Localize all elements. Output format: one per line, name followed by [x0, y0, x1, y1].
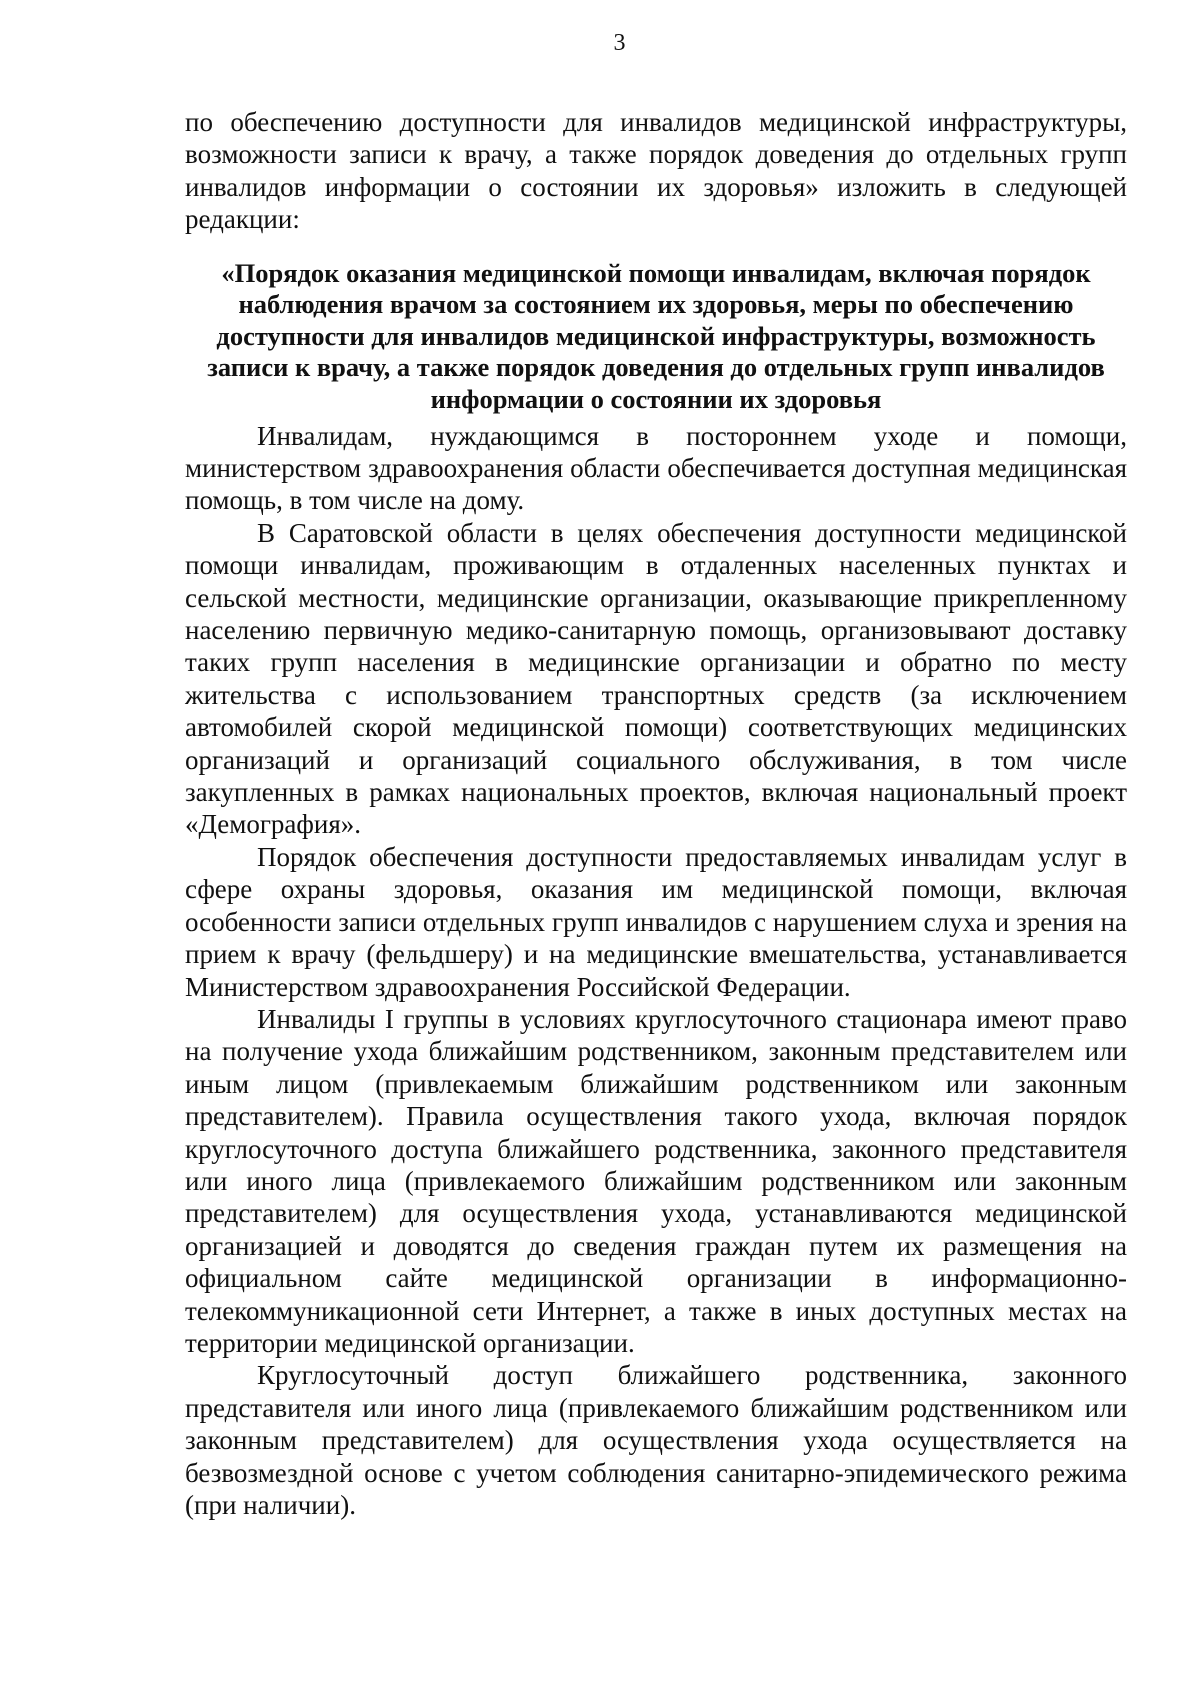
paragraph-care-at-home: Инвалидам, нуждающимся в постороннем уходе и помощи, министерством здравоохранения области обеспечивается доступная медицинская помощь, в том числе на дому. [185, 420, 1127, 516]
paragraph-transport-delivery: В Саратовской области в целях обеспечения доступности медицинской помощи инвалидам, проживающим в отдаленных населенных пунктах и сельской местности, медицинские организации, оказывающие прикрепленному населению первичную медико-санитарную помощь, организовывают доставку таких групп населения в медицинские организации и обратно по месту жительства с использованием транспортных средств (за исключением автомобилей скорой медицинской помощи) соответствующих медицинских организаций и организаций социального обслуживания, в том числе закупленных в рамках национальных проектов, включая национальный проект «Демография». [185, 517, 1127, 840]
document-body [185, 106, 1127, 1521]
intro-paragraph: по обеспечению доступности для инвалидов медицинской инфраструктуры, возможности записи к врачу, а также порядок доведения до отдельных групп инвалидов информации о состоянии их здоровья» изложить в следующей редакции: [185, 107, 1127, 235]
paragraph-access-order: Порядок обеспечения доступности предоставляемых инвалидам услуг в сфере охраны здоровья, оказания им медицинской помощи, включая особенности записи отдельных групп инвалидов с нарушением слуха и зрения на прием к врачу (фельдшеру) и на медицинские вмешательства, устанавливается Министерством здравоохранения Российской Федерации. [185, 841, 1127, 1002]
section-heading: «Порядок оказания медицинской помощи инвалидам, включая порядок наблюдения врачом за состоянием их здоровья, меры по обеспечению доступности для инвалидов медицинской инфраструктуры, возможность записи к врачу, а также порядок доведения до отдельных групп инвалидов информации о состоянии их здоровья [207, 257, 1105, 414]
paragraph-inpatient-care: Инвалиды I группы в условиях круглосуточного стационара имеют право на получение ухода ближайшим родственником, законным представителем или иным лицом (привлекаемым ближайшим родственником или законным представителем). Правила осуществления такого ухода, включая порядок круглосуточного доступа ближайшего родственника, законного представителя или иного лица (привлекаемого ближайшим родственником или законным представителем) для осуществления ухода, устанавливаются медицинской организацией и доводятся до сведения граждан путем их размещения на официальном сайте медицинской организации в информационно-телекоммуникационной сети Интернет, а также в иных доступных местах на территории медицинской организации. [185, 1003, 1127, 1358]
page-number: 3 [613, 30, 627, 56]
paragraph-free-access: Круглосуточный доступ ближайшего родственника, законного представителя или иного лица (привлекаемого ближайшим родственником или законным представителем) для осуществления ухода осуществляется на безвозмездной основе с учетом соблюдения санитарно-эпидемического режима (при наличии). [185, 1360, 1127, 1520]
